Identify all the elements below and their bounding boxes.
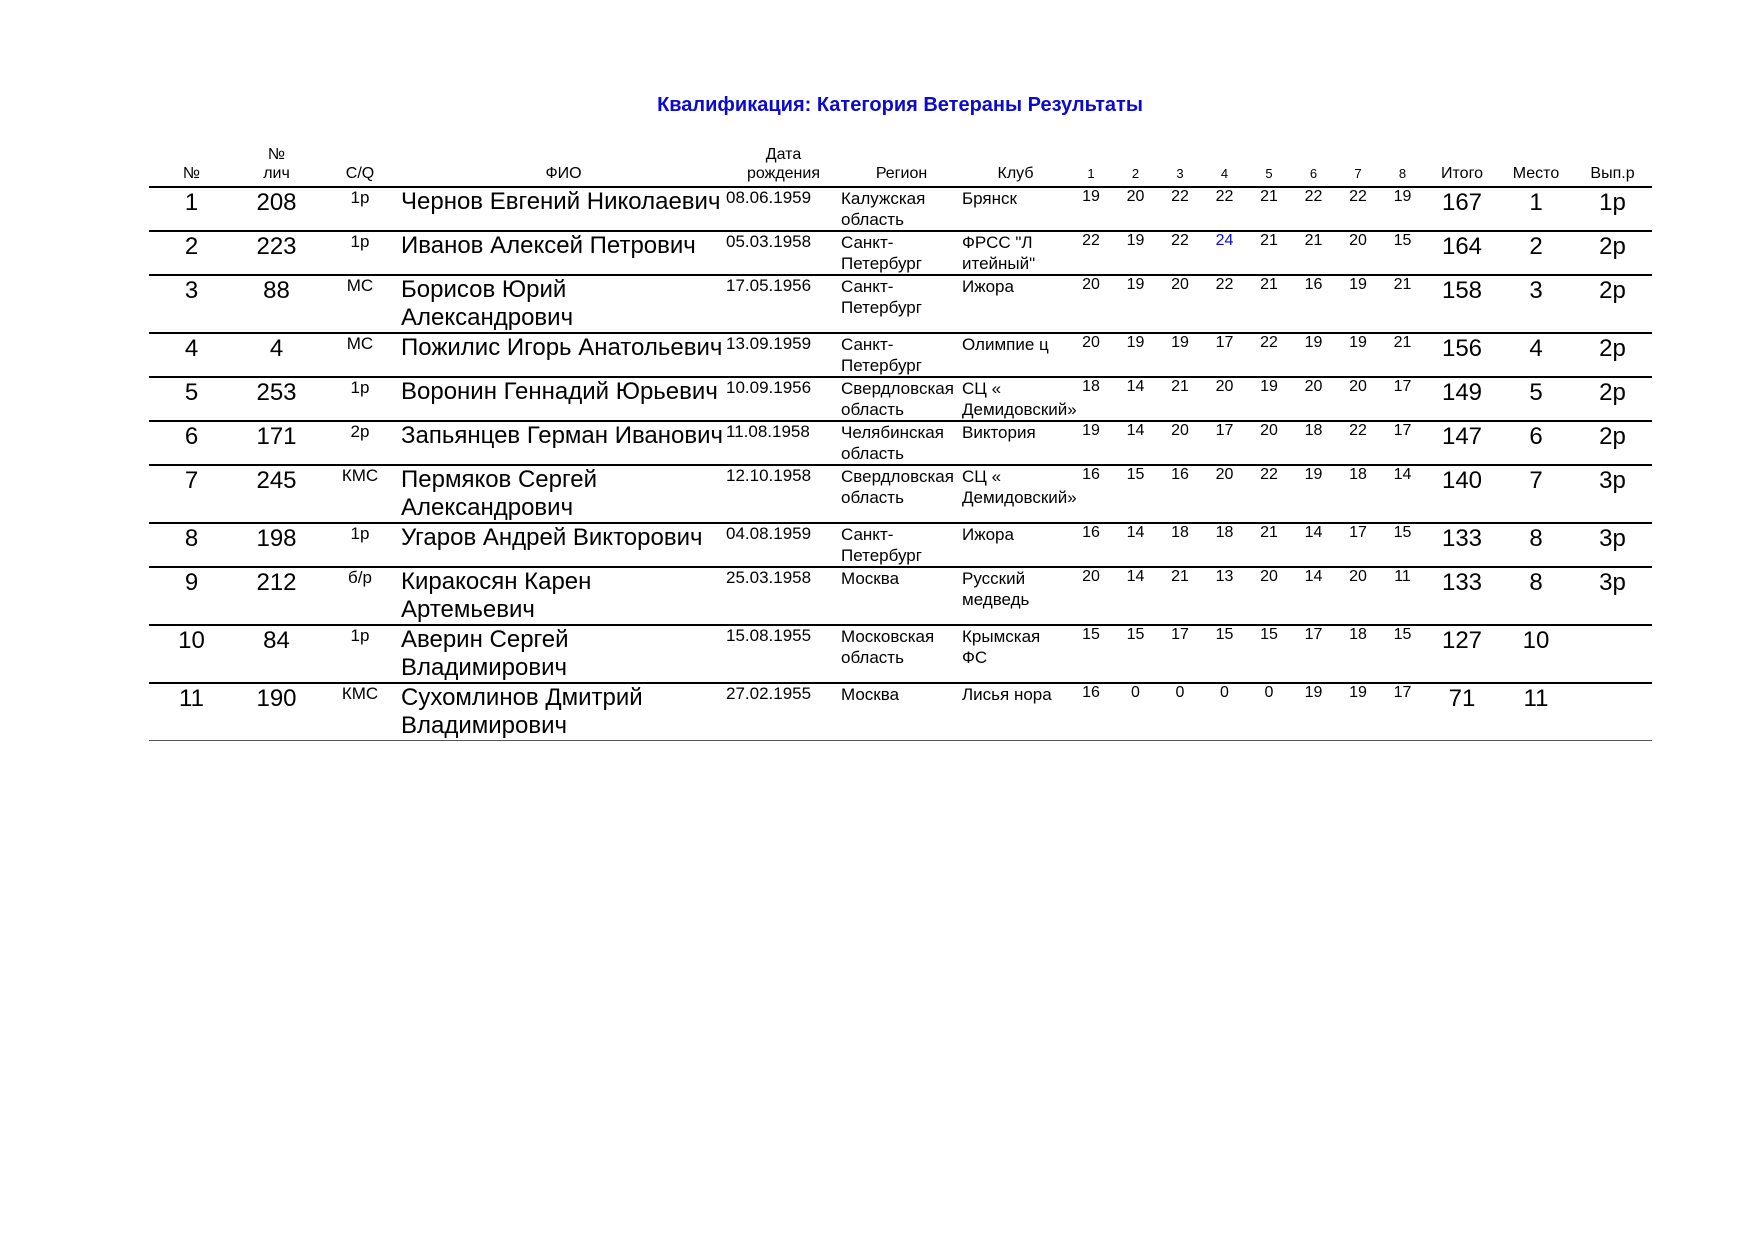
series-score-4: 22 xyxy=(1202,187,1247,231)
athlete-name: Сухомлинов Дмитрий Владимирович xyxy=(401,683,726,741)
series-score-8: 11 xyxy=(1380,567,1425,625)
qualification: КМС xyxy=(319,465,401,523)
col-header-result: Вып.р xyxy=(1573,145,1652,187)
series-score-2: 19 xyxy=(1113,231,1158,275)
series-score-7: 18 xyxy=(1336,625,1380,683)
series-score-5: 21 xyxy=(1247,275,1291,333)
series-score-4: 13 xyxy=(1202,567,1247,625)
athlete-name: Пожилис Игорь Анатольевич xyxy=(401,333,726,377)
results-body xyxy=(149,187,1652,741)
qualification: б/р xyxy=(319,567,401,625)
series-score-8: 19 xyxy=(1380,187,1425,231)
series-score-3: 20 xyxy=(1158,275,1202,333)
birth-date: 04.08.1959 xyxy=(726,523,841,567)
series-score-5: 15 xyxy=(1247,625,1291,683)
series-score-7: 19 xyxy=(1336,275,1380,333)
series-score-1: 15 xyxy=(1069,625,1113,683)
club: Крымская ФС xyxy=(962,625,1069,683)
series-score-8: 17 xyxy=(1380,377,1425,421)
club: СЦ « Демидовский» xyxy=(962,465,1069,523)
series-score-4: 20 xyxy=(1202,377,1247,421)
club: СЦ « Демидовский» xyxy=(962,379,1077,419)
series-score-2: 19 xyxy=(1113,275,1158,333)
series-score-1: 16 xyxy=(1069,523,1113,567)
rank-result: 2р xyxy=(1573,333,1652,377)
series-score-5: 0 xyxy=(1247,683,1291,741)
col-header-shot-8: 8 xyxy=(1380,145,1425,187)
series-score-3: 21 xyxy=(1158,567,1202,625)
total-score: 127 xyxy=(1425,625,1499,683)
series-score-3: 22 xyxy=(1158,187,1202,231)
series-score-3: 0 xyxy=(1158,683,1202,741)
bib-number: 223 xyxy=(234,231,319,275)
region: Санкт-Петербург xyxy=(841,275,962,333)
bib-number: 84 xyxy=(234,625,319,683)
region: Свердловская область xyxy=(841,465,962,523)
place: 8 xyxy=(1499,523,1573,567)
series-score-5: 22 xyxy=(1247,465,1291,523)
region: Санкт-Петербург xyxy=(841,333,962,377)
series-score-1: 18 xyxy=(1069,377,1113,421)
col-header-shot-4: 4 xyxy=(1202,145,1247,187)
birth-date: 27.02.1955 xyxy=(726,683,841,741)
series-score-7: 20 xyxy=(1336,377,1380,421)
club: Олимпие ц xyxy=(962,333,1069,377)
series-score-7: 19 xyxy=(1336,683,1380,741)
club: Ижора xyxy=(962,275,1069,333)
total-score: 164 xyxy=(1425,231,1499,275)
region: Санкт-Петербург xyxy=(841,231,962,275)
qualification: 1р xyxy=(319,523,401,567)
club: Лисья нора xyxy=(962,683,1069,741)
region: Московская область xyxy=(841,625,962,683)
col-header-cq: C/Q xyxy=(319,145,401,187)
col-header-shot-7: 7 xyxy=(1336,145,1380,187)
series-score-4: 20 xyxy=(1202,465,1247,523)
series-score-1: 19 xyxy=(1069,421,1113,465)
series-score-4: 24 xyxy=(1202,231,1247,275)
series-score-1: 20 xyxy=(1069,567,1113,625)
qualification: 1р xyxy=(319,231,401,275)
series-score-4: 17 xyxy=(1202,333,1247,377)
series-score-8: 21 xyxy=(1380,333,1425,377)
page-title: Квалификация: Категория Ветераны Результаты xyxy=(657,94,1143,116)
series-score-6: 20 xyxy=(1291,377,1336,421)
series-score-6: 14 xyxy=(1291,523,1336,567)
place: 3 xyxy=(1499,275,1573,333)
series-score-8: 17 xyxy=(1380,421,1425,465)
series-score-7: 22 xyxy=(1336,421,1380,465)
series-score-7: 17 xyxy=(1336,523,1380,567)
row-number: 4 xyxy=(149,333,234,377)
place: 11 xyxy=(1499,683,1573,741)
table-row xyxy=(149,377,1652,421)
total-score: 133 xyxy=(1425,567,1499,625)
table-row xyxy=(149,567,1652,625)
series-score-6: 18 xyxy=(1291,421,1336,465)
total-score: 133 xyxy=(1425,523,1499,567)
series-score-8: 15 xyxy=(1380,231,1425,275)
col-header-shot-2: 2 xyxy=(1113,145,1158,187)
col-header-num: № xyxy=(149,145,234,187)
series-score-3: 17 xyxy=(1158,625,1202,683)
col-header-shot-6: 6 xyxy=(1291,145,1336,187)
club: Русский медведь xyxy=(962,567,1069,625)
athlete-name: Воронин Геннадий Юрьевич xyxy=(401,377,726,421)
series-score-7: 20 xyxy=(1336,567,1380,625)
region: Свердловская область xyxy=(841,377,962,421)
bib-number: 171 xyxy=(234,421,319,465)
col-header-bib: № лич xyxy=(234,145,319,187)
place: 8 xyxy=(1499,567,1573,625)
region: Калужская область xyxy=(841,187,962,231)
birth-date: 13.09.1959 xyxy=(726,333,841,377)
series-score-6: 14 xyxy=(1291,567,1336,625)
qualification: МС xyxy=(319,333,401,377)
series-score-4: 17 xyxy=(1202,421,1247,465)
series-score-2: 0 xyxy=(1113,683,1158,741)
row-number: 1 xyxy=(149,187,234,231)
series-score-1: 20 xyxy=(1069,333,1113,377)
table-row xyxy=(149,625,1652,683)
col-header-shot-5: 5 xyxy=(1247,145,1291,187)
club: ФРСС "Л итейный" xyxy=(962,231,1069,275)
results-table xyxy=(149,145,1652,741)
place: 6 xyxy=(1499,421,1573,465)
birth-date: 12.10.1958 xyxy=(726,465,841,523)
series-score-2: 14 xyxy=(1113,377,1158,421)
table-row xyxy=(149,333,1652,377)
club: Ижора xyxy=(962,523,1069,567)
qualification: 1р xyxy=(319,625,401,683)
birth-date: 15.08.1955 xyxy=(726,625,841,683)
bib-number: 88 xyxy=(234,275,319,333)
series-score-6: 21 xyxy=(1291,231,1336,275)
birth-date: 11.08.1958 xyxy=(726,421,841,465)
row-number: 11 xyxy=(149,683,234,741)
table-row xyxy=(149,683,1652,741)
col-header-fio: ФИО xyxy=(401,145,726,187)
rank-result: 2р xyxy=(1573,377,1652,421)
place: 4 xyxy=(1499,333,1573,377)
col-header-shot-3: 3 xyxy=(1158,145,1202,187)
series-score-2: 14 xyxy=(1113,421,1158,465)
qualification: КМС xyxy=(319,683,401,741)
birth-date: 10.09.1956 xyxy=(726,377,841,421)
series-score-3: 16 xyxy=(1158,465,1202,523)
row-number: 7 xyxy=(149,465,234,523)
series-score-4: 18 xyxy=(1202,523,1247,567)
total-score: 167 xyxy=(1425,187,1499,231)
row-number: 3 xyxy=(149,275,234,333)
series-score-1: 22 xyxy=(1069,231,1113,275)
series-score-2: 19 xyxy=(1113,333,1158,377)
col-header-place: Место xyxy=(1499,145,1573,187)
series-score-1: 19 xyxy=(1069,187,1113,231)
birth-date: 08.06.1959 xyxy=(726,187,841,231)
total-score: 147 xyxy=(1425,421,1499,465)
series-score-1: 16 xyxy=(1069,683,1113,741)
series-score-8: 17 xyxy=(1380,683,1425,741)
col-header-shot-1: 1 xyxy=(1069,145,1113,187)
athlete-name: Иванов Алексей Петрович xyxy=(401,231,726,275)
col-header-club: Клуб xyxy=(962,145,1069,187)
rank-result: 3р xyxy=(1573,567,1652,625)
region: Санкт-Петербург xyxy=(841,523,962,567)
bib-number: 190 xyxy=(234,683,319,741)
series-score-3: 18 xyxy=(1158,523,1202,567)
athlete-name: Пермяков Сергей Александрович xyxy=(401,465,726,523)
bib-number: 212 xyxy=(234,567,319,625)
bib-number: 208 xyxy=(234,187,319,231)
athlete-name: Борисов Юрий Александрович xyxy=(401,275,726,333)
series-score-6: 16 xyxy=(1291,275,1336,333)
series-score-5: 20 xyxy=(1247,421,1291,465)
athlete-name: Аверин Сергей Владимирович xyxy=(401,625,726,683)
qualification: 1р xyxy=(319,187,401,231)
bib-number: 253 xyxy=(234,377,319,421)
qualification: МС xyxy=(319,275,401,333)
club: Брянск xyxy=(962,187,1069,231)
club: Виктория xyxy=(962,421,1069,465)
row-number: 9 xyxy=(149,567,234,625)
place: 5 xyxy=(1499,377,1573,421)
series-score-4: 15 xyxy=(1202,625,1247,683)
series-score-7: 20 xyxy=(1336,231,1380,275)
series-score-2: 15 xyxy=(1113,625,1158,683)
series-score-5: 22 xyxy=(1247,333,1291,377)
series-score-4: 0 xyxy=(1202,683,1247,741)
birth-date: 17.05.1956 xyxy=(726,275,841,333)
rank-result: 1р xyxy=(1573,187,1652,231)
athlete-name: Запьянцев Герман Иванович xyxy=(401,421,726,465)
series-score-2: 20 xyxy=(1113,187,1158,231)
series-score-8: 15 xyxy=(1380,625,1425,683)
rank-result: 2р xyxy=(1573,231,1652,275)
place: 2 xyxy=(1499,231,1573,275)
table-row xyxy=(149,465,1652,523)
rank-result: 2р xyxy=(1573,421,1652,465)
rank-result xyxy=(1573,625,1652,683)
total-score: 149 xyxy=(1425,377,1499,421)
rank-result: 3р xyxy=(1573,465,1652,523)
series-score-7: 19 xyxy=(1336,333,1380,377)
series-score-5: 19 xyxy=(1247,377,1291,421)
col-header-total: Итого xyxy=(1425,145,1499,187)
series-score-1: 20 xyxy=(1069,275,1113,333)
place: 7 xyxy=(1499,465,1573,523)
series-score-4: 22 xyxy=(1202,275,1247,333)
series-score-8: 14 xyxy=(1380,465,1425,523)
region: Москва xyxy=(841,683,962,741)
series-score-2: 14 xyxy=(1113,567,1158,625)
region: Москва xyxy=(841,567,962,625)
bib-number: 198 xyxy=(234,523,319,567)
qualification: 1р xyxy=(319,377,401,421)
row-number: 5 xyxy=(149,377,234,421)
athlete-name: Угаров Андрей Викторович xyxy=(401,523,726,567)
row-number: 10 xyxy=(149,625,234,683)
table-row xyxy=(149,231,1652,275)
rank-result xyxy=(1573,683,1652,741)
row-number: 2 xyxy=(149,231,234,275)
series-score-5: 21 xyxy=(1247,231,1291,275)
bib-number: 4 xyxy=(234,333,319,377)
birth-date: 05.03.1958 xyxy=(726,231,841,275)
series-score-2: 15 xyxy=(1113,465,1158,523)
col-header-dob: Дата рождения xyxy=(726,145,841,187)
total-score: 156 xyxy=(1425,333,1499,377)
series-score-5: 20 xyxy=(1247,567,1291,625)
series-score-1: 16 xyxy=(1069,465,1113,523)
rank-result: 2р xyxy=(1573,275,1652,333)
qualification: 2р xyxy=(319,421,401,465)
series-score-3: 20 xyxy=(1158,421,1202,465)
series-score-3: 19 xyxy=(1158,333,1202,377)
series-score-8: 15 xyxy=(1380,523,1425,567)
table-row xyxy=(149,275,1652,333)
rank-result: 3р xyxy=(1573,523,1652,567)
bib-number: 245 xyxy=(234,465,319,523)
table-row xyxy=(149,421,1652,465)
series-score-8: 21 xyxy=(1380,275,1425,333)
series-score-5: 21 xyxy=(1247,523,1291,567)
series-score-7: 22 xyxy=(1336,187,1380,231)
total-score: 158 xyxy=(1425,275,1499,333)
row-number: 8 xyxy=(149,523,234,567)
series-score-3: 22 xyxy=(1158,231,1202,275)
series-score-6: 22 xyxy=(1291,187,1336,231)
series-score-6: 19 xyxy=(1291,333,1336,377)
place: 10 xyxy=(1499,625,1573,683)
total-score: 71 xyxy=(1425,683,1499,741)
series-score-3: 21 xyxy=(1158,377,1202,421)
series-score-2: 14 xyxy=(1113,523,1158,567)
header-row xyxy=(149,145,1652,187)
athlete-name: Чернов Евгений Николаевич xyxy=(401,187,726,231)
series-score-5: 21 xyxy=(1247,187,1291,231)
table-row xyxy=(149,523,1652,567)
series-score-6: 19 xyxy=(1291,465,1336,523)
total-score: 140 xyxy=(1425,465,1499,523)
birth-date: 25.03.1958 xyxy=(726,567,841,625)
athlete-name: Киракосян Карен Артемьевич xyxy=(401,567,726,625)
series-score-6: 17 xyxy=(1291,625,1336,683)
place: 1 xyxy=(1499,187,1573,231)
region: Челябинская область xyxy=(841,421,962,465)
series-score-7: 18 xyxy=(1336,465,1380,523)
table-row xyxy=(149,187,1652,231)
col-header-region: Регион xyxy=(841,145,962,187)
series-score-6: 19 xyxy=(1291,683,1336,741)
row-number: 6 xyxy=(149,421,234,465)
